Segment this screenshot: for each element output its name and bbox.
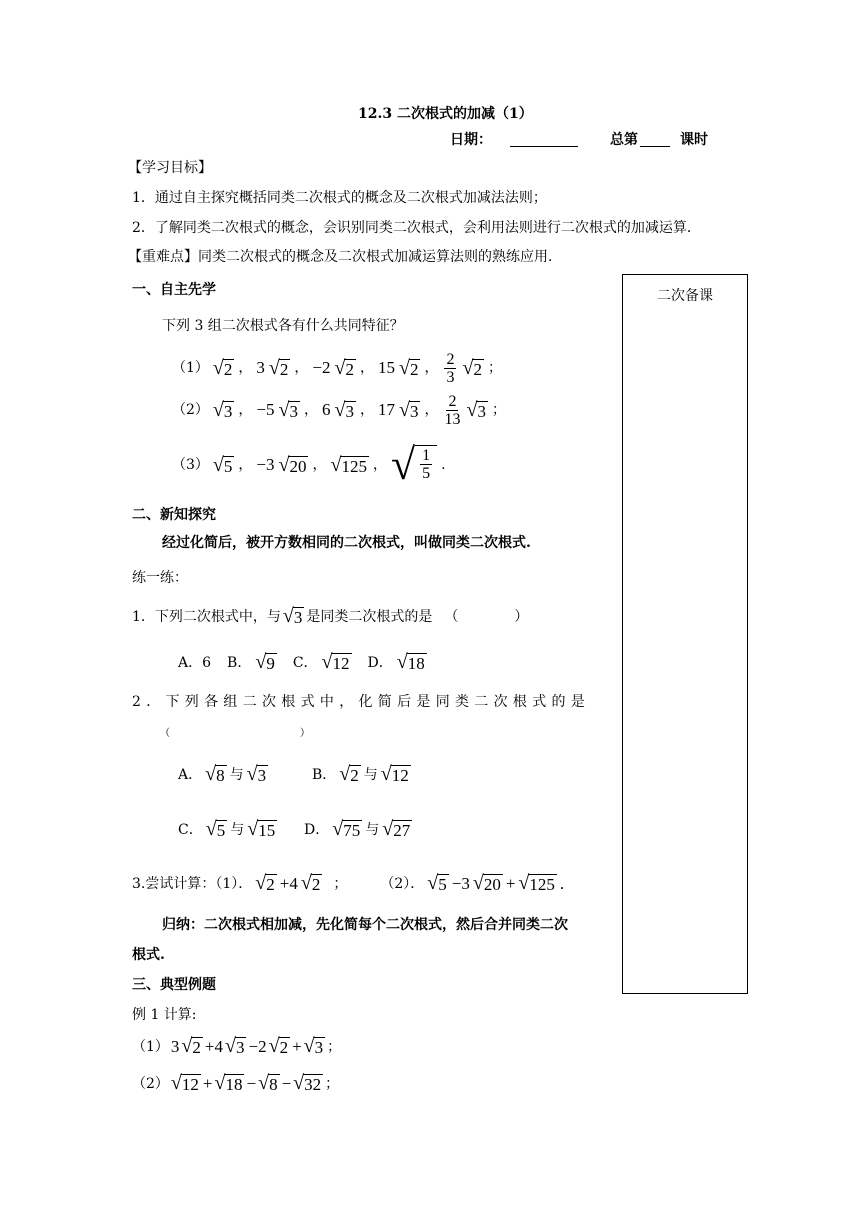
total-label: 总第 (610, 132, 638, 148)
radical-sign: √ (205, 818, 217, 840)
radicand: 3 (345, 401, 354, 421)
radical-sign: √ (212, 453, 224, 476)
group-row-3 (172, 440, 446, 490)
radical-sign: √ (334, 356, 346, 379)
question-2-option-a (178, 764, 268, 785)
question-2-paren: （ ） (160, 728, 310, 739)
math-text: ； (325, 1075, 340, 1092)
question-2-option-b (312, 764, 411, 785)
math-text: − (281, 1073, 292, 1093)
radical-sign: √ (247, 818, 259, 840)
radical (518, 873, 556, 894)
radicand: 3 (235, 1038, 245, 1057)
radicand: 12 (332, 654, 350, 673)
radical-sign: √ (303, 1035, 315, 1057)
radical-sign: √ (255, 651, 267, 673)
radical-sign: √ (246, 763, 258, 785)
question-1-options (178, 652, 427, 673)
math-text: −2 (312, 358, 331, 377)
radical-sign: √ (334, 398, 346, 421)
radicand: 2 (345, 359, 354, 379)
math-text: ； (487, 360, 502, 376)
option-c: C． (292, 654, 318, 671)
option-d: D． (367, 654, 393, 671)
numerator: 2 (448, 392, 457, 410)
radicand: 8 (216, 766, 225, 785)
radical (206, 819, 227, 840)
math-text: + (505, 873, 516, 893)
practice-label: 练一练： (132, 570, 188, 586)
math-text: +4 (279, 873, 298, 893)
math-text: 3 (446, 368, 455, 386)
math-text: ， (238, 402, 253, 418)
radical-sign: √ (205, 763, 217, 785)
section3-heading: 三、典型例题 (132, 977, 216, 993)
radicand: 3 (409, 401, 419, 421)
radical (334, 358, 355, 379)
group-row-1 (172, 346, 502, 390)
radical (381, 764, 411, 785)
radicand: 8 (269, 1075, 278, 1094)
math-text: 与 (229, 766, 244, 783)
math-text: 3 (170, 1036, 180, 1056)
question-2-option-c (178, 819, 277, 840)
math-text: ， (312, 457, 327, 473)
question-2: 2．下列各组二次根式中，化简后是同类二次根式的是 (132, 694, 591, 710)
math-text: ， (294, 360, 309, 376)
math-text: ， (372, 457, 387, 473)
math-text: −5 (256, 400, 275, 419)
radicand: 9 (266, 654, 275, 673)
radical (330, 455, 368, 476)
row3-label: （3） (172, 457, 209, 473)
math-text: 17 (377, 400, 395, 419)
radicand: 3 (293, 608, 303, 627)
radical-sign: √ (225, 1035, 236, 1057)
radical-sign: √ (293, 1072, 305, 1094)
section1-intro: 下列 3 组二次根式各有什么共同特征？ (162, 318, 404, 334)
example-1-part-2 (132, 1073, 339, 1094)
numerator: 2 (446, 350, 455, 368)
radicand: 2 (350, 766, 359, 785)
radical-sign: √ (472, 872, 484, 894)
radicand: 3 (314, 1038, 324, 1057)
radical-fraction (390, 440, 437, 489)
math-text: 3.尝试计算：（1）． (132, 875, 253, 892)
radical (301, 873, 322, 894)
radical-sign: √ (466, 398, 478, 421)
radicand: 18 (407, 654, 425, 673)
radical-sign: √ (380, 763, 392, 785)
radical-sign: √ (382, 818, 394, 840)
radical (466, 400, 487, 421)
radical (269, 358, 290, 379)
objectives-heading: 【学习目标】 (128, 160, 212, 176)
radical (382, 819, 412, 840)
radical-sign: √ (300, 872, 312, 894)
radical-sign: √ (518, 872, 530, 894)
math-text: + (292, 1036, 302, 1056)
lesson-label: 课时 (680, 132, 708, 148)
question-2-option-d (304, 819, 412, 840)
radical-sign: √ (278, 453, 290, 476)
objective-1: 1．通过自主探究概括同类二次根式的概念及二次根式加减法法则； (132, 190, 547, 206)
option-a: A．6 (178, 654, 212, 671)
math-text: ， (359, 402, 374, 418)
radical-sign: √ (462, 356, 474, 379)
radicand: 5 (223, 456, 233, 476)
example-1-label: 例 1 计算: (132, 1007, 197, 1023)
radical-sign: √ (268, 1035, 280, 1057)
radicand: 5 (438, 875, 447, 894)
math-text: −3 (256, 455, 275, 474)
radical (255, 652, 276, 673)
radicand: 27 (393, 821, 411, 840)
page-title: 12.3 二次根式的加减（1） (358, 106, 533, 122)
radicand: 2 (279, 359, 289, 379)
radical (181, 1036, 202, 1057)
summary-line-2: 根式. (132, 947, 165, 963)
math-text: ， (303, 402, 318, 418)
radical (247, 764, 268, 785)
radical-sign: √ (212, 356, 224, 379)
math-text: 3 (256, 358, 265, 377)
radical (399, 400, 420, 421)
fraction (420, 447, 432, 482)
date-label: 日期： (450, 132, 492, 148)
date-blank (510, 128, 578, 147)
math-text: ； (333, 875, 348, 892)
row1-label: （1） (172, 360, 209, 376)
group-row-2 (172, 388, 506, 432)
radical-sign: √ (214, 1072, 226, 1094)
radical-sign: √ (330, 453, 342, 476)
math-text: 是同类二次根式的是 (306, 608, 433, 625)
radicand (415, 445, 437, 482)
question-1 (132, 606, 528, 627)
radicand: 12 (391, 766, 409, 785)
math-text: 与 (365, 821, 380, 838)
math-text: ； (327, 1038, 342, 1055)
math-text: 1．下列二次根式中，与 (132, 608, 281, 625)
radical-sign: √ (278, 398, 290, 421)
radical-sign: √ (321, 651, 333, 673)
radicand: 32 (304, 1075, 322, 1094)
radical-sign: √ (332, 818, 344, 840)
math-text: （ ） (444, 608, 529, 625)
radical-sign: √ (212, 398, 224, 421)
radical-sign: √ (427, 872, 439, 894)
radical (255, 873, 276, 894)
radicand: 3 (257, 766, 267, 785)
radical (283, 606, 304, 627)
radical (213, 455, 234, 476)
math-text: A． (178, 766, 203, 783)
math-text: 13 (444, 410, 461, 428)
row2-label: （2） (172, 402, 209, 418)
radical (322, 652, 352, 673)
math-text: −2 (248, 1036, 267, 1056)
radical-sign: √ (181, 1035, 193, 1057)
example-1-part-1 (132, 1036, 341, 1057)
radicand: 2 (266, 875, 275, 894)
math-text: ， (359, 360, 374, 376)
radicand: 2 (473, 359, 482, 379)
radicand: 125 (341, 456, 367, 476)
radical (247, 819, 277, 840)
radicand: 125 (529, 875, 555, 894)
radical (258, 1073, 279, 1094)
radical (473, 873, 503, 894)
math-text: ， (424, 360, 439, 376)
math-text: （2） (132, 1075, 169, 1092)
radical (397, 652, 427, 673)
radical (462, 358, 483, 379)
math-text: C． (178, 821, 203, 838)
fraction (444, 351, 456, 386)
summary-line-1: 归纳：二次根式相加减，先化简每个二次根式，然后合并同类二次 (162, 917, 568, 933)
definition: 经过化简后，被开方数相同的二次根式，叫做同类二次根式. (162, 535, 531, 551)
radical-sign: √ (268, 356, 280, 379)
radicand: 20 (289, 456, 307, 476)
radicand: 2 (311, 875, 321, 894)
math-text: ， (424, 402, 439, 418)
math-text: B． (312, 766, 337, 783)
math-text: 15 (377, 358, 395, 377)
radicand: 20 (483, 875, 501, 894)
revision-notes-box (622, 274, 748, 994)
math-text: D． (304, 821, 330, 838)
math-text: . (441, 457, 446, 473)
radical (304, 1036, 325, 1057)
math-text: 5 (422, 464, 431, 482)
radical (339, 764, 360, 785)
math-text: ， (238, 360, 253, 376)
math-text: 6 (321, 400, 331, 419)
radicand: 5 (216, 821, 226, 840)
radicand: 3 (223, 401, 233, 421)
radicand: 2 (409, 359, 419, 379)
radical (225, 1036, 246, 1057)
key-points: 【重难点】同类二次根式的概念及二次根式加减运算法则的熟练应用． (128, 249, 562, 265)
math-text: ， (238, 457, 253, 473)
math-text: +4 (204, 1036, 223, 1056)
option-b: B． (227, 654, 252, 671)
radicand: 2 (192, 1038, 201, 1057)
radical-sign: √ (398, 398, 410, 421)
radical (213, 358, 234, 379)
radical (293, 1073, 323, 1094)
radical (171, 1073, 201, 1094)
radical-sign: √ (170, 1072, 182, 1094)
radicand: 75 (343, 821, 361, 840)
radicand: 3 (477, 401, 486, 421)
math-text: + (202, 1073, 213, 1093)
math-text: 与 (230, 821, 245, 838)
math-text: （1） (132, 1038, 169, 1055)
question-3 (132, 873, 564, 894)
numerator: 1 (422, 446, 431, 464)
objective-2: 2．了解同类二次根式的概念，会识别同类二次根式，会利用法则进行二次根式的加减运算． (132, 220, 701, 236)
radical (213, 400, 234, 421)
math-text: −3 (451, 873, 470, 893)
radical-sign: √ (258, 1072, 270, 1094)
section2-heading: 二、新知探究 (132, 507, 216, 523)
radical-sign: √ (255, 872, 267, 894)
radical-sign: √ (390, 440, 416, 489)
fraction (444, 393, 460, 428)
radical (215, 1073, 245, 1094)
radical (332, 819, 362, 840)
math-text: ； (491, 402, 506, 418)
math-text: （2）． (380, 875, 425, 892)
radical (334, 400, 355, 421)
revision-notes-title: 二次备课 (657, 288, 713, 304)
radicand: 18 (225, 1075, 243, 1094)
radical (399, 358, 420, 379)
radicand: 2 (223, 359, 233, 379)
total-blank (640, 128, 670, 147)
radicand: 15 (258, 821, 276, 840)
radical (269, 1036, 290, 1057)
math-text: − (246, 1073, 257, 1093)
radicand: 2 (279, 1038, 289, 1057)
math-text: . (559, 873, 565, 893)
radical (205, 764, 226, 785)
radicand: 3 (289, 401, 298, 421)
radicand: 12 (181, 1075, 199, 1094)
radical-sign: √ (398, 356, 410, 379)
math-text: 与 (363, 766, 378, 783)
radical-sign: √ (396, 651, 408, 673)
radical (427, 873, 448, 894)
radical (279, 455, 309, 476)
section1-heading: 一、自主先学 (132, 282, 216, 298)
radical (279, 400, 300, 421)
radical-sign: √ (282, 605, 294, 627)
radical-sign: √ (339, 763, 351, 785)
